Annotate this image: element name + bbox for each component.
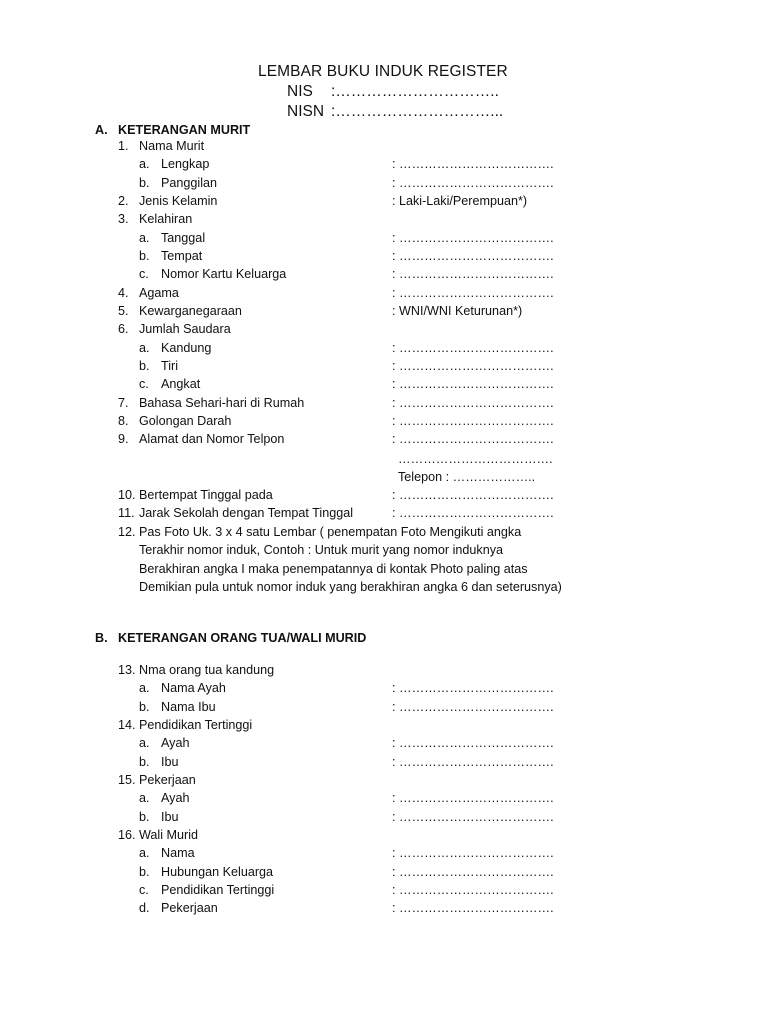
- field-label: Kewarganegaraan: [139, 303, 242, 318]
- item-number: 14.: [118, 717, 136, 732]
- item-number: 10.: [118, 488, 136, 502]
- sub-item-marker: a.: [139, 846, 150, 861]
- field-value[interactable]: : ……………………………….: [392, 809, 554, 824]
- field-value[interactable]: : ……………………………….: [392, 432, 554, 447]
- item-number: 8.: [118, 413, 129, 428]
- item-number: 9.: [118, 432, 129, 447]
- sub-item-marker: a.: [139, 736, 150, 751]
- field-value[interactable]: : ……………………………….: [392, 358, 554, 373]
- section-b-marker: B.: [95, 631, 108, 645]
- field-label: Ibu: [161, 809, 179, 824]
- field-label: Nama Ayah: [161, 681, 226, 696]
- sub-item-marker: b.: [139, 358, 150, 373]
- sub-item-marker: c.: [139, 267, 149, 282]
- field-label: Nama Murit: [139, 139, 205, 153]
- document-title: LEMBAR BUKU INDUK REGISTER: [258, 63, 508, 80]
- note-text: Demikian pula untuk nomor induk yang berakhiran angka 6 dan seterusnya): [139, 580, 562, 594]
- field-value[interactable]: : ……………………………….: [392, 340, 554, 355]
- nisn-value: :…………………………...: [331, 103, 504, 120]
- field-label: Nama Ibu: [161, 699, 216, 714]
- field-value[interactable]: : ……………………………….: [392, 248, 554, 263]
- field-label: Agama: [139, 285, 179, 300]
- field-label: Alamat dan Nomor Telpon: [139, 432, 285, 447]
- field-label: Pekerjaan: [161, 901, 218, 916]
- note-text: Berakhiran angka I maka penempatannya di kontak Photo paling atas: [139, 561, 528, 576]
- field-value[interactable]: : ……………………………….: [392, 506, 554, 521]
- field-label: Nomor Kartu Keluarga: [161, 267, 287, 282]
- field-value[interactable]: : ……………………………….: [392, 791, 554, 806]
- field-label: Kandung: [161, 340, 212, 355]
- item-number: 16.: [118, 827, 136, 842]
- field-label: Lengkap: [161, 157, 210, 172]
- field-label: Wali Murid: [139, 827, 199, 842]
- field-value[interactable]: : WNI/WNI Keturunan*): [392, 303, 523, 318]
- field-label: Panggilan: [161, 175, 218, 190]
- sub-item-marker: a.: [139, 681, 150, 696]
- field-label: Pendidikan Tertinggi: [161, 882, 275, 897]
- sub-item-marker: b.: [139, 754, 150, 769]
- field-value[interactable]: : ……………………………….: [392, 267, 554, 282]
- field-label: Hubungan Keluarga: [161, 864, 274, 879]
- field-label: Ibu: [161, 754, 179, 769]
- field-label: Tiri: [161, 358, 179, 373]
- sub-item-marker: a.: [139, 340, 150, 355]
- field-value[interactable]: : ……………………………….: [392, 699, 554, 714]
- field-label: Jarak Sekolah dengan Tempat Tinggal: [139, 506, 354, 521]
- field-value[interactable]: : ……………………………….: [392, 736, 554, 751]
- sub-item-marker: c.: [139, 377, 149, 392]
- field-value[interactable]: : ……………………………….: [392, 488, 554, 502]
- field-value[interactable]: : ……………………………….: [392, 681, 554, 696]
- field-label: Nama: [161, 846, 195, 861]
- sub-item-marker: a.: [139, 157, 150, 172]
- field-label: Pekerjaan: [139, 772, 196, 787]
- nisn-label: NISN: [287, 103, 325, 120]
- sub-item-marker: b.: [139, 699, 150, 714]
- item-number: 4.: [118, 285, 129, 300]
- field-label: Nma orang tua kandung: [139, 663, 275, 677]
- item-number: 11.: [118, 506, 135, 521]
- field-label: Angkat: [161, 377, 201, 392]
- field-value[interactable]: : ……………………………….: [392, 175, 554, 190]
- telepon-value: Telepon : ………………..: [398, 470, 536, 484]
- field-value[interactable]: : ……………………………….: [392, 882, 554, 897]
- item-number: 5.: [118, 303, 129, 318]
- field-label: Jenis Kelamin: [139, 193, 218, 208]
- item-number: 15.: [118, 772, 136, 787]
- sub-item-marker: d.: [139, 901, 150, 916]
- field-label: Kelahiran: [139, 212, 193, 227]
- item-number: 2.: [118, 193, 129, 208]
- item-number: 12.: [118, 524, 136, 539]
- sub-item-marker: a.: [139, 791, 150, 806]
- item-number: 6.: [118, 322, 129, 337]
- field-value[interactable]: : ……………………………….: [392, 846, 554, 861]
- field-label: Bahasa Sehari-hari di Rumah: [139, 395, 305, 410]
- sub-item-marker: b.: [139, 809, 150, 824]
- field-label: Bertempat Tinggal pada: [139, 488, 273, 502]
- field-value[interactable]: : ……………………………….: [392, 901, 554, 916]
- sub-item-marker: c.: [139, 882, 149, 897]
- field-value[interactable]: : ……………………………….: [392, 157, 554, 172]
- field-label: Golongan Darah: [139, 413, 232, 428]
- sub-item-marker: b.: [139, 864, 150, 879]
- sub-item-marker: b.: [139, 248, 150, 263]
- field-label: Pas Foto Uk. 3 x 4 satu Lembar ( penempatan Foto Mengikuti angka: [139, 524, 522, 539]
- field-value[interactable]: : ……………………………….: [392, 285, 554, 300]
- item-number: 1.: [118, 139, 129, 153]
- field-label: Ayah: [161, 791, 190, 806]
- item-number: 7.: [118, 395, 129, 410]
- section-b-title: KETERANGAN ORANG TUA/WALI MURID: [118, 631, 367, 645]
- address-line-2-value: ……………………………….: [398, 452, 553, 466]
- section-a-title: KETERANGAN MURIT: [118, 123, 251, 137]
- field-value[interactable]: : ……………………………….: [392, 413, 554, 428]
- item-number: 13.: [118, 663, 136, 677]
- item-number: 3.: [118, 212, 129, 227]
- field-value[interactable]: : ……………………………….: [392, 377, 554, 392]
- section-a-marker: A.: [95, 123, 108, 137]
- sub-item-marker: b.: [139, 175, 150, 190]
- field-value[interactable]: : ……………………………….: [392, 864, 554, 879]
- field-value[interactable]: : Laki-Laki/Perempuan*): [392, 193, 528, 208]
- field-label: Tempat: [161, 248, 203, 263]
- nis-label: NIS: [287, 83, 313, 100]
- sub-item-marker: a.: [139, 230, 150, 245]
- note-text: Terakhir nomor induk, Contoh : Untuk murit yang nomor induknya: [139, 543, 503, 557]
- field-label: Pendidikan Tertinggi: [139, 717, 253, 732]
- field-value[interactable]: : ……………………………….: [392, 754, 554, 769]
- field-value[interactable]: : ……………………………….: [392, 395, 554, 410]
- nis-value: :…………………………..: [331, 83, 499, 100]
- field-label: Ayah: [161, 736, 190, 751]
- field-value[interactable]: : ……………………………….: [392, 230, 554, 245]
- field-label: Tanggal: [161, 230, 206, 245]
- field-label: Jumlah Saudara: [139, 322, 231, 337]
